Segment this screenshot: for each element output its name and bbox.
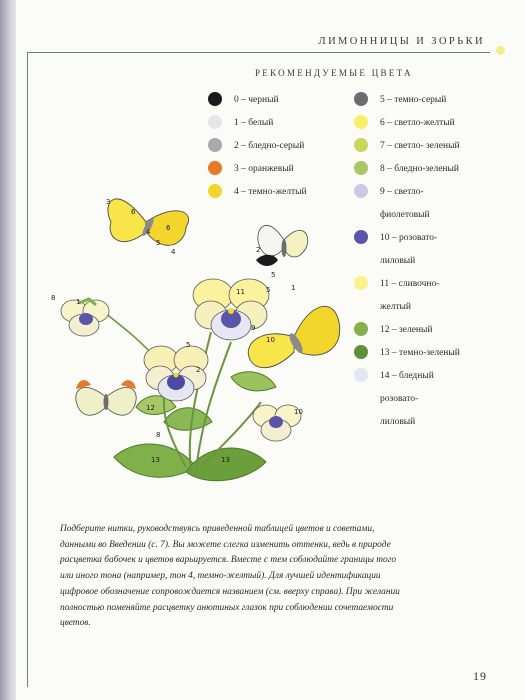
legend-item xyxy=(208,89,348,112)
legend-item xyxy=(208,135,348,158)
color-swatch xyxy=(208,138,222,152)
legend-label: 4 – темно-желтый xyxy=(234,187,307,197)
color-swatch xyxy=(354,322,368,336)
legend-label: 13 – темно-зеленый xyxy=(380,348,460,358)
legend-item xyxy=(354,89,464,112)
color-swatch xyxy=(354,368,368,382)
region-number-label: 3 xyxy=(106,198,111,206)
legend-item xyxy=(354,181,464,227)
color-swatch xyxy=(208,92,222,106)
legend-label: 0 – черный xyxy=(234,95,279,105)
region-number-label: 5 xyxy=(266,286,271,294)
legend-label: 8 – бледно-зеленый xyxy=(380,164,459,174)
legend-label: 5 – темно-серый xyxy=(380,95,447,105)
color-swatch xyxy=(354,115,368,129)
region-number-label: 13 xyxy=(221,456,230,464)
legend-item xyxy=(208,112,348,135)
caption-paragraph: Подберите нитки, руководствуясь приведенной таблицей цветов и советами, данными во Введении (с. 7). Вы можете слегка изменить оттенки, ведь в природе расцветка бабочек и цветов варьируется. Вместе с тем соблюдайте границы того или иного тона (например, тон 4, темно-желтый). Для лучшей идентификации цифровое обозначение сопровождается названием (см. вверху справа). При желании полностью поменяйте расцветку анютиных глазок при соблюдении сочетаемости цветов. xyxy=(60,524,400,629)
region-number-label: 5 xyxy=(156,239,161,247)
region-number-label: 4 xyxy=(146,228,151,236)
legend-item xyxy=(354,158,464,181)
region-number-label: 9 xyxy=(251,324,256,332)
leaf xyxy=(231,372,276,391)
legend-label: 12 – зеленый xyxy=(380,325,433,335)
legend-label: 7 – светло- зеленый xyxy=(380,141,460,151)
header-rule xyxy=(27,52,490,53)
section-title: ЛИМОННИЦЫ И ЗОРЬКИ xyxy=(318,36,485,47)
page-number: 19 xyxy=(473,669,487,683)
color-swatch xyxy=(354,92,368,106)
legend-item xyxy=(354,342,464,365)
corner-marker xyxy=(496,46,505,55)
butterfly-orange-tip xyxy=(76,380,136,415)
region-number-label: 8 xyxy=(51,294,56,302)
legend-label: 1 – белый xyxy=(234,118,274,128)
legend-label: 3 – оранжевый xyxy=(234,164,294,174)
region-number-label: 5 xyxy=(186,341,191,349)
legend-label: 10 – розовато- лиловый xyxy=(380,233,438,266)
book-spine xyxy=(0,0,16,700)
color-swatch xyxy=(208,161,222,175)
color-swatch xyxy=(354,161,368,175)
color-swatch xyxy=(354,230,368,244)
legend-item xyxy=(354,365,464,434)
color-swatch xyxy=(208,115,222,129)
region-number-label: 2 xyxy=(256,246,261,254)
region-number-label: 2 xyxy=(196,366,201,374)
region-number-label: 10 xyxy=(266,336,275,344)
color-swatch xyxy=(354,345,368,359)
legend-label: 14 – бледный розовато- лиловый xyxy=(380,371,434,427)
legend-label: 2 – бледно-серый xyxy=(234,141,305,151)
region-number-label: 6 xyxy=(166,224,171,232)
color-swatch xyxy=(354,184,368,198)
legend-item xyxy=(354,227,464,273)
region-number-label: 4 xyxy=(171,248,176,256)
butterfly-brimstone xyxy=(108,199,189,245)
legend-item xyxy=(354,112,464,135)
color-swatch xyxy=(354,138,368,152)
margin-rule xyxy=(27,52,28,687)
pansy-flower xyxy=(61,299,109,336)
legend-label: 9 – светло- фиолетовый xyxy=(380,187,430,220)
region-number-label: 13 xyxy=(151,456,160,464)
butterflies-and-pansies-illustration xyxy=(36,182,341,512)
legend-item xyxy=(354,135,464,158)
legend-label: 6 – светло-желтый xyxy=(380,118,455,128)
region-number-label: 8 xyxy=(156,431,161,439)
region-number-label: 11 xyxy=(236,288,245,296)
region-number-label: 1 xyxy=(291,284,296,292)
region-number-label: 12 xyxy=(146,404,155,412)
butterfly-orange-tip xyxy=(256,225,308,266)
region-number-label: 10 xyxy=(294,408,303,416)
region-number-label: 6 xyxy=(131,208,136,216)
region-number-label: 5 xyxy=(271,271,276,279)
legend-label: 11 – сливочно- желтый xyxy=(380,279,440,312)
legend-item xyxy=(208,158,348,181)
color-legend-right xyxy=(354,89,464,434)
pansy-flower xyxy=(193,279,269,340)
region-number-label: 1 xyxy=(76,298,81,306)
legend-title: РЕКОМЕНДУЕМЫЕ ЦВЕТА xyxy=(255,68,413,78)
legend-item xyxy=(354,319,464,342)
legend-item xyxy=(354,273,464,319)
color-swatch xyxy=(354,276,368,290)
